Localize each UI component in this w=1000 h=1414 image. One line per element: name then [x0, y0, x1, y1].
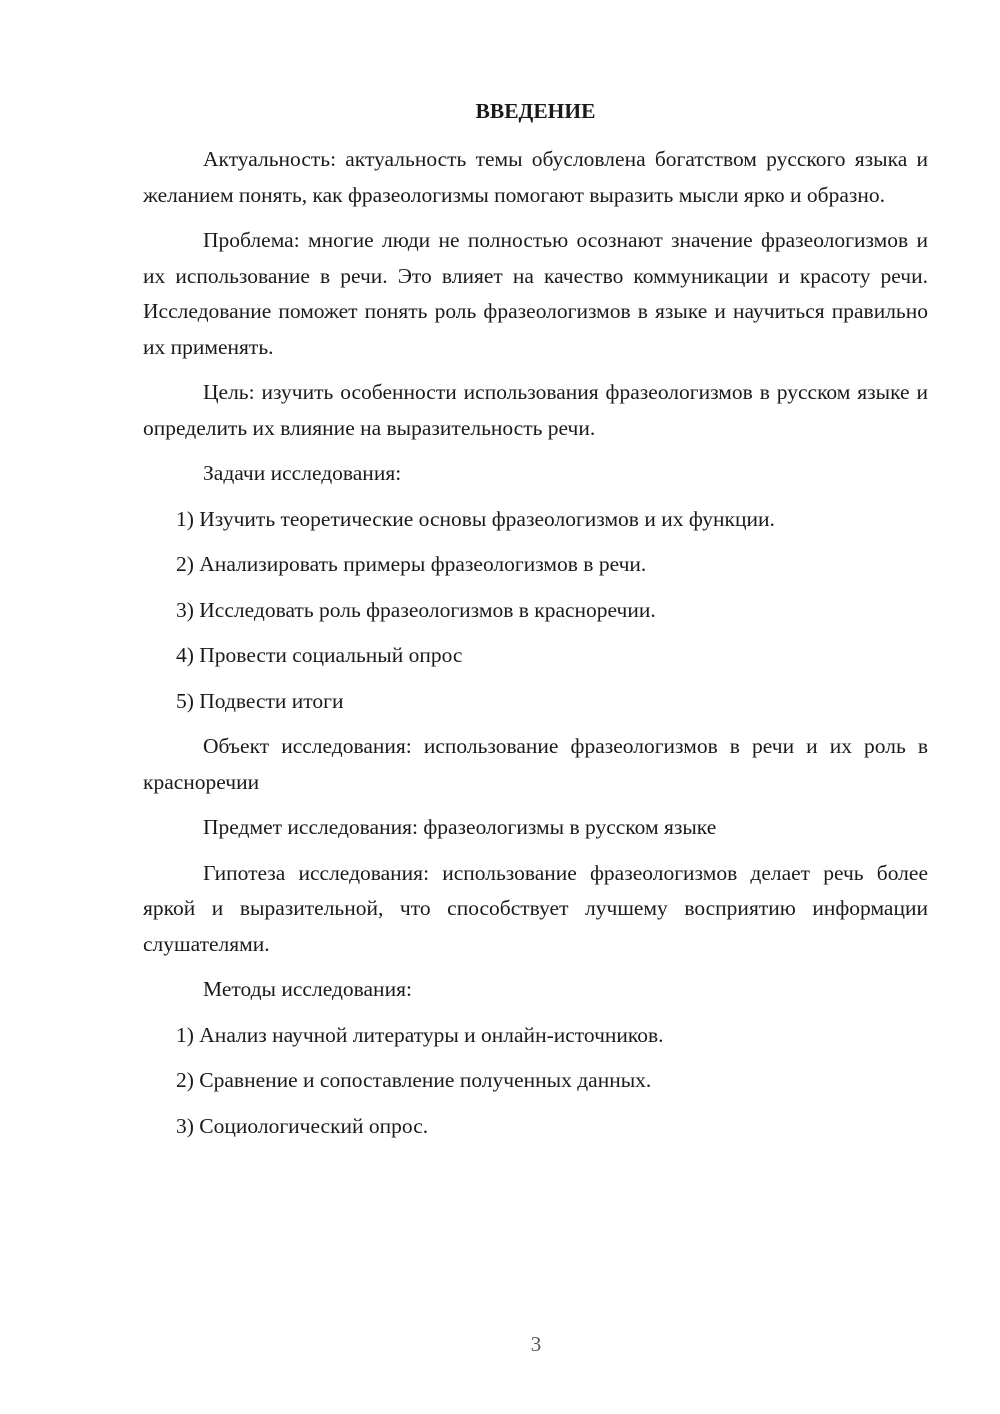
- task-item: 2) Анализировать примеры фразеологизмов в речи.: [176, 552, 647, 576]
- task-item: 3) Исследовать роль фразеологизмов в красноречии.: [176, 597, 656, 622]
- methods-list: [143, 1018, 928, 1145]
- method-item: 1) Анализ научной литературы и онлайн-источников.: [176, 1022, 664, 1047]
- tasks-heading: Задачи исследования:: [203, 461, 402, 485]
- section-title: ВВЕДЕНИЕ: [475, 99, 596, 123]
- task-item: 5) Подвести итоги: [176, 688, 344, 713]
- tasks-list: [143, 502, 928, 720]
- document-body: [143, 96, 928, 1154]
- task-item: 1) Изучить теоретические основы фразеологизмов и их функции.: [176, 506, 775, 531]
- page-number: 3: [530, 1332, 542, 1356]
- methods-heading: Методы исследования:: [203, 977, 412, 1001]
- subject-paragraph: Предмет исследования: фразеологизмы в русском языке: [203, 815, 717, 839]
- method-item: 2) Сравнение и сопоставление полученных данных.: [176, 1068, 652, 1092]
- problem-paragraph: Проблема: многие люди не полностью осознают значение фразеологизмов и их использование в речи. Это влияет на качество коммуникации и красоту речи. Исследование поможет понять роль фразеологизмов в языке и научиться правильно их применять.: [143, 228, 928, 359]
- relevance-paragraph: Актуальность: актуальность темы обусловлена богатством русского языка и желанием понять, как фразеологизмы помогают выразить мысли ярко и образно.: [143, 147, 928, 207]
- hypothesis-paragraph: Гипотеза исследования: использование фразеологизмов делает речь более яркой и выразительной, что способствует лучшему восприятию информации слушателями.: [143, 860, 928, 956]
- task-item: 4) Провести социальный опрос: [176, 643, 463, 667]
- object-paragraph: Объект исследования: использование фразеологизмов в речи и их роль в красноречии: [143, 734, 928, 794]
- goal-paragraph: Цель: изучить особенности использования фразеологизмов в русском языке и определить их влияние на выразительность речи.: [143, 380, 928, 440]
- method-item: 3) Социологический опрос.: [176, 1113, 429, 1138]
